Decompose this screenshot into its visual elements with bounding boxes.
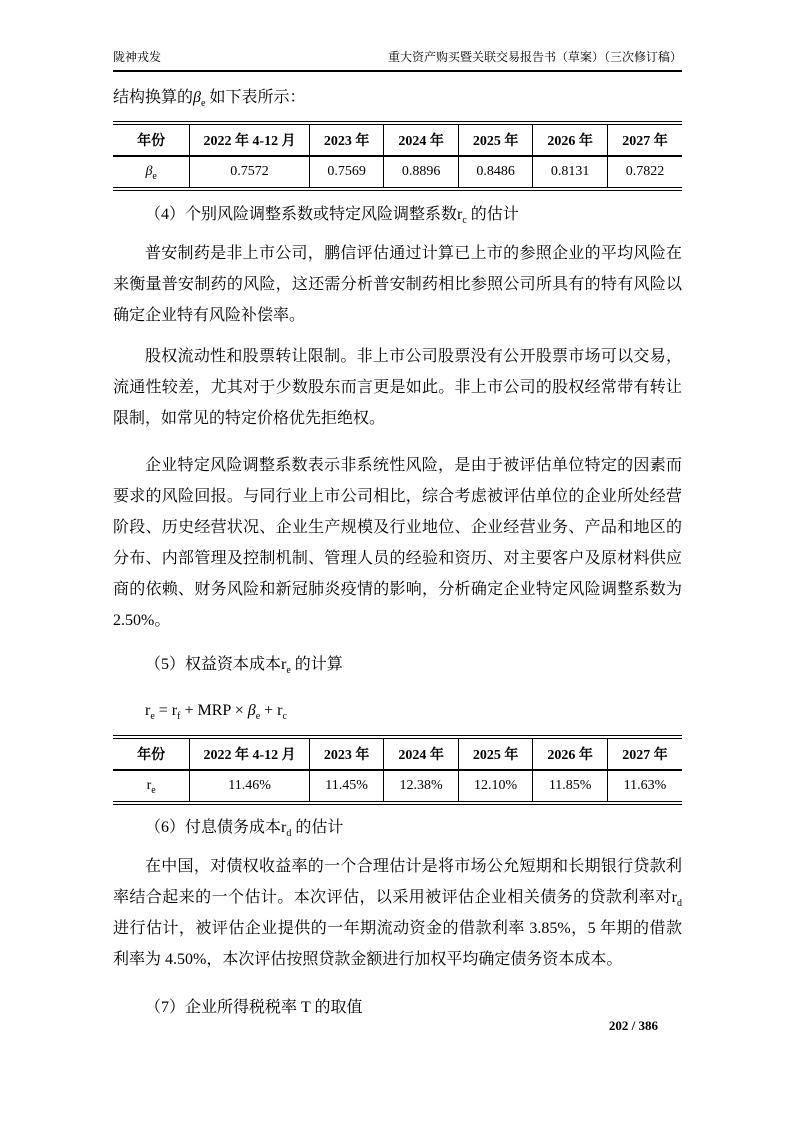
formula-term: + r xyxy=(260,702,283,719)
formula-beta-symbol: β xyxy=(247,702,256,719)
formula-subscript: c xyxy=(282,711,287,723)
row-label-symbol: r xyxy=(146,778,152,793)
equity-cost-table-header-row xyxy=(113,737,682,770)
heading-subscript: e xyxy=(286,665,291,677)
table-header-cell: 年份 xyxy=(113,123,190,156)
table-header-cell: 2027 年 xyxy=(607,737,682,770)
table-value-cell: 11.45% xyxy=(309,770,384,803)
formula-subscript: f xyxy=(177,711,181,723)
formula-subscript: e xyxy=(255,711,261,723)
table-value-cell: 11.85% xyxy=(533,770,608,803)
section-heading-7: （7）企业所得税税率 T 的取值 xyxy=(145,999,363,1016)
table-value-cell: 0.8486 xyxy=(458,156,533,189)
table-header-cell: 年份 xyxy=(113,737,190,770)
table-header-cell: 2026 年 xyxy=(533,737,608,770)
intro-text-post: 如下表所示： xyxy=(205,89,306,106)
formula-term: r xyxy=(145,702,151,719)
beta-table-header-row xyxy=(113,123,682,156)
row-label-subscript: e xyxy=(151,784,156,796)
header-company-name: 陇神戎发 xyxy=(113,50,162,64)
heading-text: （6）付息债务成本r xyxy=(145,819,287,836)
table-header-cell: 2023 年 xyxy=(309,123,384,156)
paragraph-liquidity: 股权流动性和股票转让限制。非上市公司股票没有公开股票市场可以交易，流通性较差，尤其对于少数股东而言更是如此。非上市公司的股权经常带有转让限制，如常见的特定价格优先拒绝权。 xyxy=(113,348,682,427)
equity-cost-table-data-row xyxy=(113,770,682,803)
table-value-cell: 0.7822 xyxy=(607,156,682,189)
row-label-subscript: e xyxy=(152,170,157,182)
row-label-cell xyxy=(113,156,190,189)
heading-text: 的计算 xyxy=(290,656,343,673)
section-heading-5 xyxy=(113,654,682,676)
row-label-cell xyxy=(113,770,190,803)
header-report-title: 重大资产购买暨关联交易报告书（草案）（三次修订稿） xyxy=(387,50,682,64)
paragraph-text: 进行估计，被评估企业提供的一年期流动资金的借款利率 3.85%，5 年期的借款利率为 4.50%，本次评估按照贷款金额进行加权平均确定债务资本成本。 xyxy=(113,920,682,968)
table-value-cell: 12.10% xyxy=(458,770,533,803)
paragraph-subscript: d xyxy=(677,898,682,910)
table-value-cell: 0.7569 xyxy=(309,156,384,189)
intro-text-pre: 结构换算的 xyxy=(113,89,194,106)
heading-subscript: d xyxy=(286,828,292,840)
table-header-cell: 2023 年 xyxy=(309,737,384,770)
beta-symbol: β xyxy=(193,89,201,106)
section-heading-6 xyxy=(113,817,682,839)
page-number: 202 / 386 xyxy=(608,1018,658,1033)
paragraph-specific-risk: 企业特定风险调整系数表示非系统性风险，是由于被评估单位特定的因素而要求的风险回报。与同行业上市公司相比，综合考虑被评估单位的企业所处经营阶段、历史经营状况、企业生产规模及行业地位、企业经营业务、产品和地区的分布、内部管理及控制机制、管理人员的经验和资历、对主要客户及原材料供应商的依赖、财务风险和新冠肺炎疫情的影响，分析确定企业特定风险调整系数为 2.50%。 xyxy=(113,457,682,629)
beta-subscript: e xyxy=(200,98,206,110)
table-value-cell: 12.38% xyxy=(384,770,459,803)
formula-subscript: e xyxy=(150,711,155,723)
heading-text: 的估计 xyxy=(291,819,344,836)
table-header-cell: 2026 年 xyxy=(533,123,608,156)
row-label-symbol: β xyxy=(145,164,153,179)
table-header-cell: 2025 年 xyxy=(458,123,533,156)
table-value-cell: 11.46% xyxy=(190,770,309,803)
table-header-cell: 2024 年 xyxy=(384,737,459,770)
paragraph-company-risk: 普安制药是非上市公司，鹏信评估通过计算已上市的参照企业的平均风险在来衡量普安制药的风险，这还需分析普安制药相比参照公司所具有的特有风险以确定企业特有风险补偿率。 xyxy=(113,245,682,324)
table-header-cell: 2027 年 xyxy=(607,123,682,156)
paragraph-text: 在中国，对债权收益率的一个合理估计是将市场公允短期和长期银行贷款利率结合起来的一个估计。本次评估，以采用被评估企业相关债务的贷款利率对r xyxy=(113,858,682,906)
table-value-cell: 11.63% xyxy=(607,770,682,803)
table-value-cell: 0.8131 xyxy=(533,156,608,189)
formula-term: = r xyxy=(154,702,178,719)
table-header-cell: 2024 年 xyxy=(384,123,459,156)
section-heading-4 xyxy=(113,204,682,226)
heading-text: （5）权益资本成本r xyxy=(145,656,287,673)
heading-text: 的估计 xyxy=(466,206,519,223)
paragraph-debt-cost xyxy=(113,851,682,975)
beta-table-data-row xyxy=(113,156,682,189)
table-header-cell: 2025 年 xyxy=(458,737,533,770)
table-value-cell: 0.7572 xyxy=(190,156,309,189)
heading-text: （4）个别风险调整系数或特定风险调整系数r xyxy=(145,206,463,223)
table-header-cell: 2022 年 4-12 月 xyxy=(190,123,309,156)
formula-term: + MRP × xyxy=(180,702,248,719)
heading-subscript: c xyxy=(462,215,467,227)
equity-cost-formula xyxy=(145,700,682,722)
equity-cost-table xyxy=(113,735,682,805)
table-value-cell: 0.8896 xyxy=(384,156,459,189)
beta-table xyxy=(113,121,682,191)
page-header xyxy=(113,48,682,72)
intro-paragraph xyxy=(113,88,682,108)
table-header-cell: 2022 年 4-12 月 xyxy=(190,737,309,770)
